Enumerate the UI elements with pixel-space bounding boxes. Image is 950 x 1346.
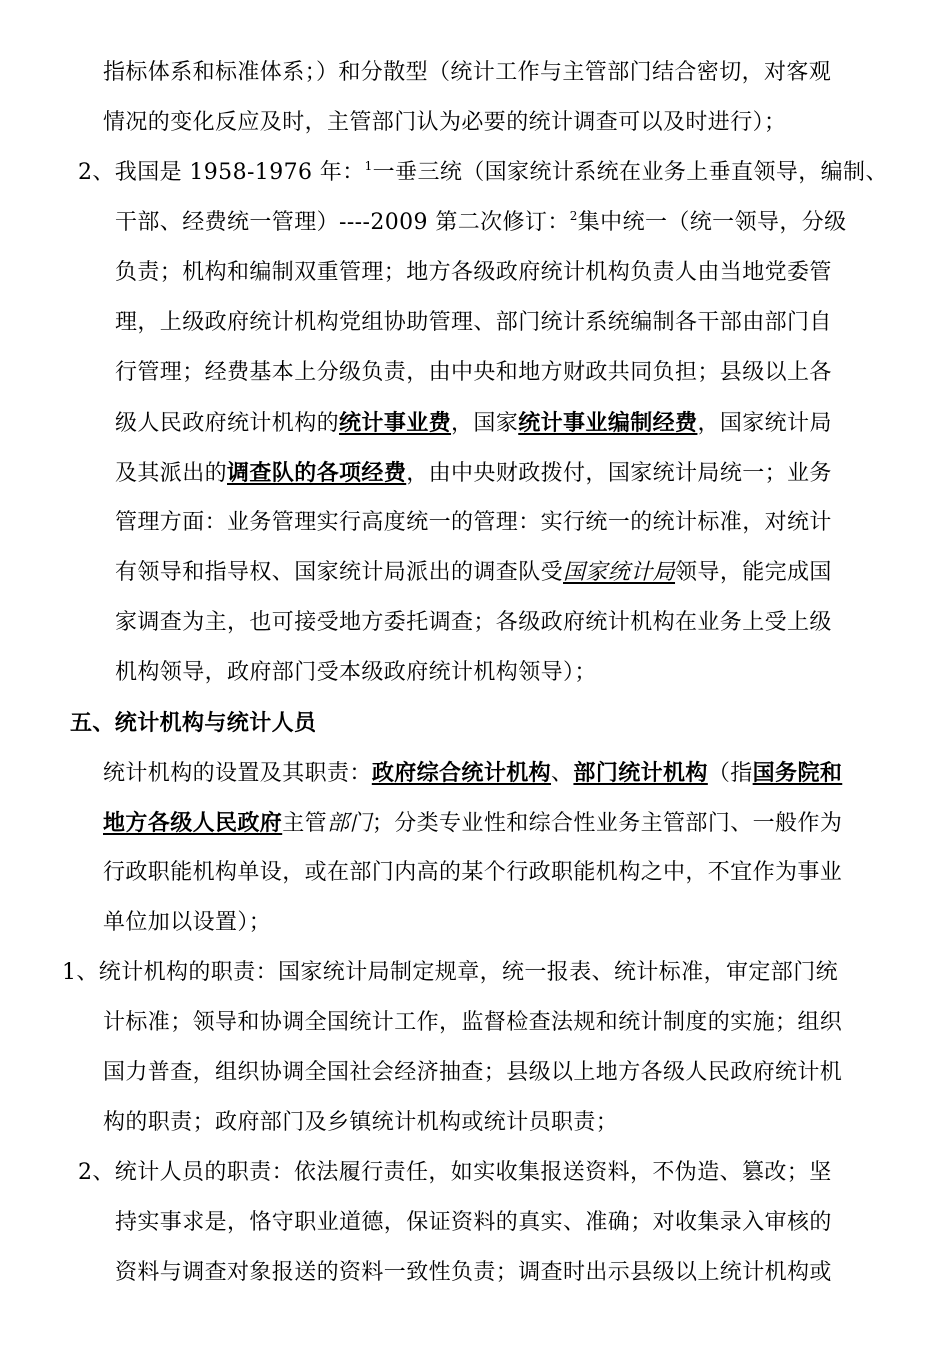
- emphasized-term: 地方各级人民政府: [103, 810, 283, 836]
- emphasized-term: 调查队的各项经费: [227, 460, 407, 486]
- text-line: [103, 808, 842, 839]
- text-line: [103, 58, 831, 88]
- text-line: [115, 308, 832, 338]
- emphasized-term: 政府综合统计机构: [371, 760, 552, 786]
- text-run: 领导，能完成国: [675, 560, 832, 585]
- text-line: [115, 358, 832, 388]
- text-line: [115, 458, 832, 489]
- text-run: 指标体系和标准体系；）和分散型（统计工作与主管部门结合密切，对客观: [103, 60, 832, 85]
- text-run: 统计机构的设置及其职责：: [103, 761, 372, 786]
- text-run: ，国家统计局: [697, 411, 832, 436]
- text-line: [115, 508, 832, 538]
- text-run: 主管: [282, 811, 328, 836]
- text-line: [115, 208, 847, 238]
- text-run: 及其派出的: [115, 461, 228, 486]
- text-run: 有领导和指导权、国家统计局派出的调查队受: [115, 560, 564, 585]
- text-run: 机构领导，政府部门受本级政府统计机构领导）；: [115, 660, 597, 685]
- text-line: [115, 258, 832, 288]
- text-line: [115, 658, 597, 688]
- text-run: 干部、经费统一管理）----2009 第二次修订：: [115, 210, 570, 235]
- text-run: 单位加以设置）；: [103, 910, 272, 935]
- emphasized-term: 国务院和: [752, 760, 843, 786]
- text-line: [103, 1058, 842, 1088]
- text-run: 负责；机构和编制双重管理；地方各级政府统计机构负责人由当地党委管: [115, 260, 832, 285]
- emphasized-term: 统计事业费: [339, 410, 452, 436]
- text-line: [115, 558, 832, 588]
- heading-text: 五、统计机构与统计人员: [70, 710, 317, 736]
- text-run: 资料与调查对象报送的资料一致性负责；调查时出示县级以上统计机构或: [115, 1260, 832, 1285]
- text-line: [103, 758, 842, 789]
- footnote-marker: 2: [569, 209, 578, 223]
- footnote-marker: 1: [364, 159, 373, 173]
- text-line: [115, 408, 832, 439]
- text-line: [103, 1008, 842, 1038]
- text-run: ，由中央财政拨付，国家统计局统一；业务: [406, 461, 832, 486]
- text-run: 构的职责；政府部门及乡镇统计机构或统计员职责；: [103, 1110, 619, 1135]
- text-run: 计标准；领导和协调全国统计工作，监督检查法规和统计制度的实施；组织: [103, 1010, 843, 1035]
- text-run: 1、统计机构的职责：国家统计局制定规章，统一报表、统计标准，审定部门统: [62, 960, 838, 985]
- text-line: [103, 108, 786, 138]
- text-run: 管理方面：业务管理实行高度统一的管理：实行统一的统计标准，对统计: [115, 510, 832, 535]
- text-run: 行政职能机构单设，或在部门内高的某个行政职能机构之中，不宜作为事业: [103, 860, 843, 885]
- text-line: [115, 1208, 832, 1238]
- text-run: 级人民政府统计机构的: [115, 411, 340, 436]
- emphasized-term: 统计事业编制经费: [518, 410, 698, 436]
- text-run: （指: [707, 761, 753, 786]
- text-run: 家调查为主，也可接受地方委托调查；各级政府统计机构在业务上受上级: [115, 610, 832, 635]
- text-line: [115, 608, 832, 638]
- italic-underlined-term: 国家统计局: [563, 560, 676, 585]
- text-run: 集中统一（统一领导，分级: [577, 210, 847, 235]
- section-heading: [70, 708, 316, 738]
- text-run: 理，上级政府统计机构党组协助管理、部门统计系统编制各干部由部门自: [115, 310, 832, 335]
- text-run: 2、统计人员的职责：依法履行责任，如实收集报送资料，不伪造、篡改；坚: [78, 1160, 832, 1185]
- text-line: [103, 908, 271, 938]
- list-item-line: [78, 1158, 832, 1188]
- text-run: 一垂三统（国家统计系统在业务上垂直领导，编制、: [372, 160, 888, 185]
- emphasized-term: 部门统计机构: [573, 760, 708, 786]
- text-run: ；分类专业性和综合性业务主管部门、一般作为: [371, 811, 843, 836]
- italic-term: 部门: [327, 811, 372, 836]
- list-item-line: [62, 958, 838, 988]
- text-run: 行管理；经费基本上分级负责，由中央和地方财政共同负担；县级以上各: [115, 360, 832, 385]
- list-item-line: [78, 158, 888, 188]
- text-line: [103, 858, 842, 888]
- text-line: [103, 1108, 618, 1138]
- text-run: ，国家: [451, 411, 519, 436]
- text-run: 国力普查，组织协调全国社会经济抽查；县级以上地方各级人民政府统计机: [103, 1060, 843, 1085]
- text-run: 、: [551, 761, 574, 786]
- text-line: [115, 1258, 832, 1288]
- text-run: 情况的变化反应及时，主管部门认为必要的统计调查可以及时进行）；: [103, 110, 787, 135]
- text-run: 持实事求是，恪守职业道德，保证资料的真实、准确；对收集录入审核的: [115, 1210, 832, 1235]
- text-run: 2、我国是 1958-1976 年：: [78, 160, 365, 185]
